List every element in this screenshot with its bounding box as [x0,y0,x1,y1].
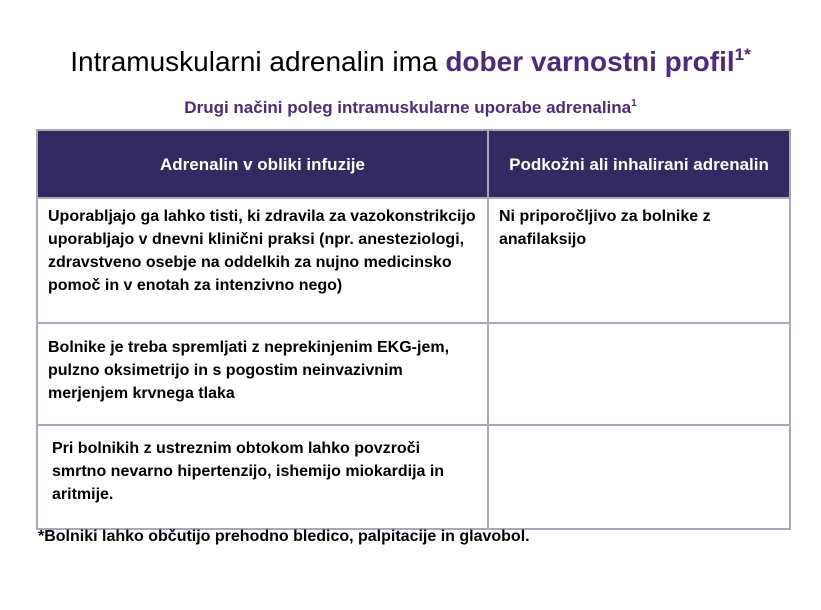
table-cell-empty [488,425,790,529]
title-plain: Intramuskularni adrenalin ima [70,46,446,77]
slide-title [0,46,821,78]
table-cell: Bolnike je treba spremljati z neprekinjenim EKG-jem, pulzno oksimetrijo in s pogostim neinvazivnim merjenjem krvnega tlaka [37,323,488,425]
table-cell-empty [488,323,790,425]
header-infusion: Adrenalin v obliki infuzije [37,130,488,198]
slide-subtitle [0,98,821,118]
subtitle-text: Drugi načini poleg intramuskularne uporabe adrenalina [184,98,632,117]
table-row [37,323,790,425]
footnote: *Bolniki lahko občutijo prehodno bledico, palpitacije in glavobol. [38,528,530,545]
table-row [37,425,790,529]
table-cell: Pri bolnikih z ustreznim obtokom lahko povzroči smrtno nevarno hipertenzijo, ishemijo miokardija in aritmije. [37,425,488,529]
table-cell: Ni priporočljivo za bolnike z anafilaksijo [488,198,790,323]
table-row [37,198,790,323]
header-subcutaneous-inhaled: Podkožni ali inhalirani adrenalin [488,130,790,198]
comparison-table [36,129,791,530]
comparison-table-container [36,129,789,530]
table-cell: Uporabljajo ga lahko tisti, ki zdravila za vazokonstrikcijo uporabljajo v dnevni klinični praksi (npr. anesteziologi, zdravstveno osebje na oddelkih za nujno medicinsko pomoč in v enotah za intenzivno nego) [37,198,488,323]
table-header-row [37,130,790,198]
subtitle-footnote-ref: 1 [631,98,637,109]
title-footnote-ref: 1* [734,45,751,64]
title-accent: dober varnostni profil [445,46,735,77]
